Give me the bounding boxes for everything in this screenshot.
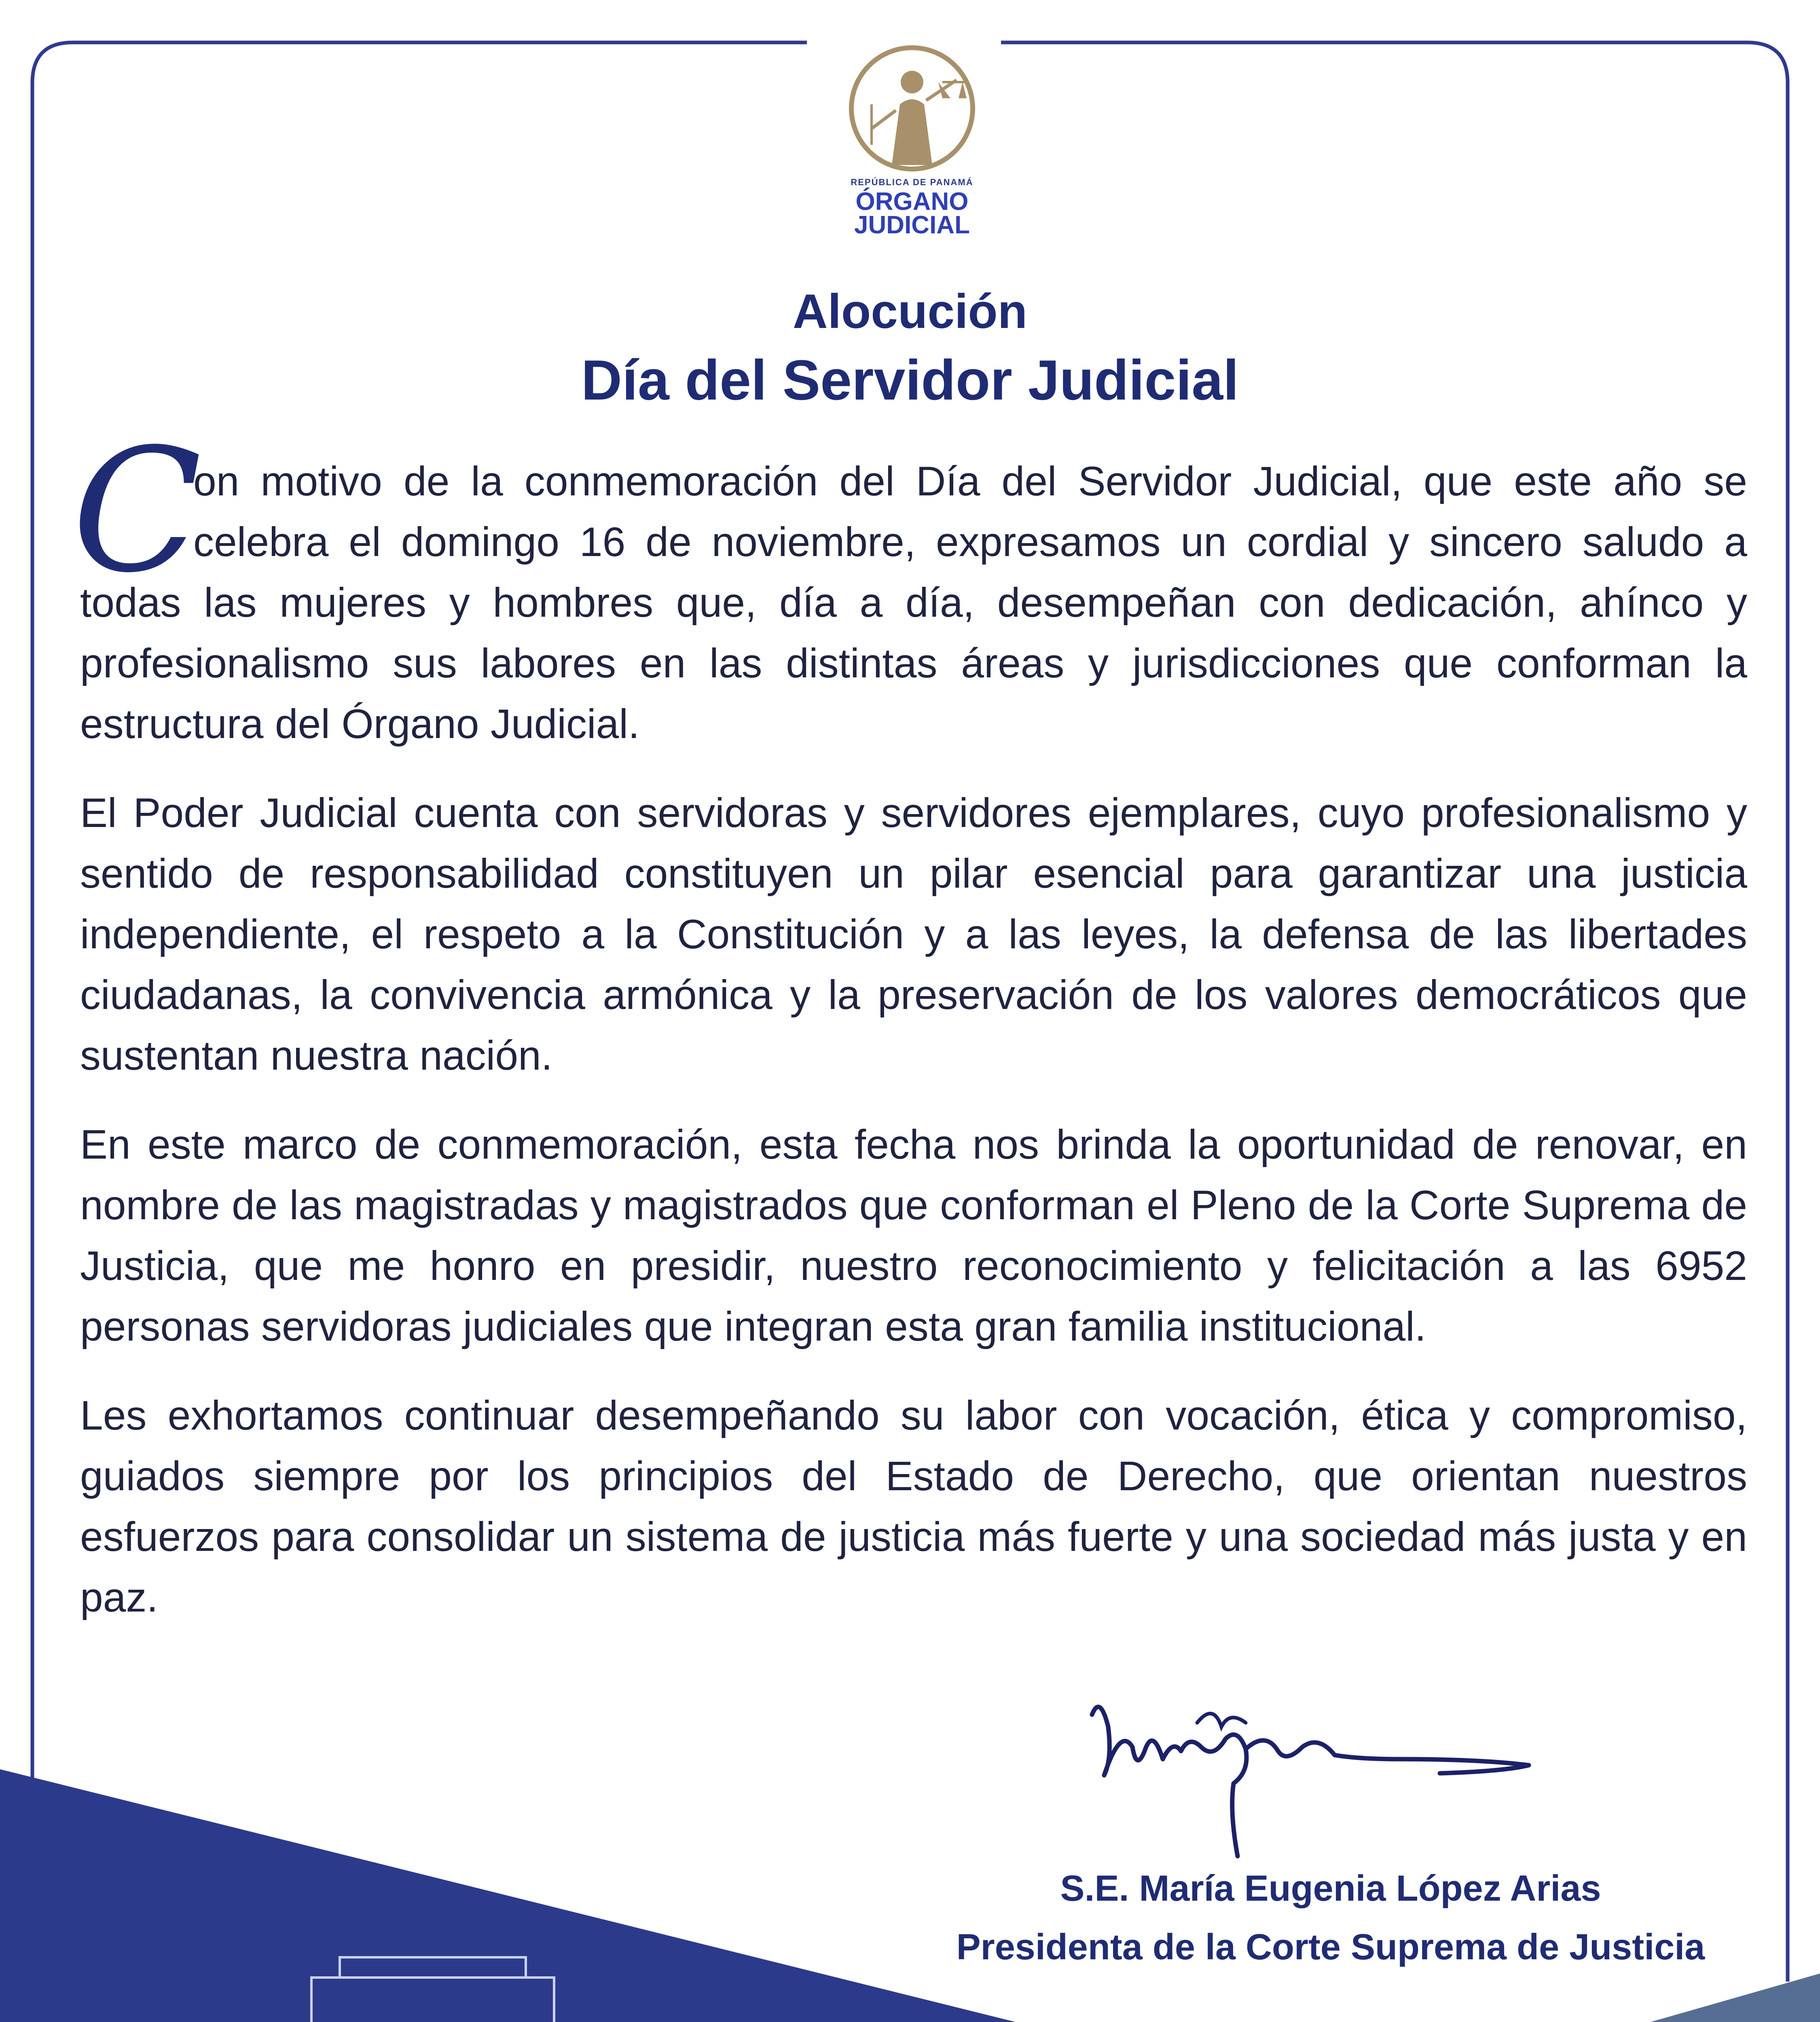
page-title: Alocución bbox=[792, 284, 1028, 338]
page-subtitle: Día del Servidor Judicial bbox=[581, 348, 1239, 412]
handwritten-signature bbox=[1076, 1678, 1541, 1868]
logo-republica-text: REPÚBLICA DE PANAMÁ bbox=[851, 177, 973, 187]
drop-cap: C bbox=[72, 412, 202, 610]
signer-role: Presidenta de la Corte Suprema de Justicia bbox=[956, 1927, 1705, 1967]
logo-organo-text: ÓRGANO bbox=[855, 188, 969, 216]
logo-judicial-text: JUDICIAL bbox=[854, 211, 970, 239]
court-building-illustration bbox=[61, 1953, 809, 2022]
paragraph-1-text: on motivo de la conmemoración del Día del Servidor Judicial, que este año se celebra el domingo 16 de noviembre, expresamos un cordial y sincero saludo a todas las mujeres y hombres que, día a día, desempeñan con dedicación, ahínco y profesionalismo sus labores en las distintas áreas y jurisdicciones que conforman la estructura del Órgano Judicial. bbox=[80, 458, 1747, 747]
paragraph-3: En este marco de conmemoración, esta fecha nos brinda la oportunidad de renovar, en nombre de las magistradas y magistrados que conforman el Pleno de la Corte Suprema de Justicia, que me honro en presidir, nuestro reconocimiento y felicitación a las 6952 personas servidoras judiciales que integran esta gran familia institucional. bbox=[80, 1121, 1747, 1349]
letter-body bbox=[72, 412, 1747, 1656]
organo-judicial-logo bbox=[831, 44, 993, 239]
lady-justice-icon bbox=[847, 44, 977, 173]
signer-name: S.E. María Eugenia López Arias bbox=[1060, 1868, 1601, 1909]
paragraph-2: El Poder Judicial cuenta con servidoras y servidores ejemplares, cuyo profesionalismo y sentido de responsabilidad constituyen un pilar esencial para garantizar una justicia independiente, el respeto a la Constitución y a las leyes, la defensa de las libertades ciudadanas, la convivencia armónica y la preservación de los valores democráticos que sustentan nuestra nación. bbox=[80, 790, 1747, 1079]
paragraph-4: Les exhortamos continuar desempeñando su labor con vocación, ética y compromiso, guiados siempre por los principios del Estado de Derecho, que orientan nuestros esfuerzos para consolidar un sistema de justicia más fuerte y una sociedad más justa y en paz. bbox=[80, 1392, 1747, 1620]
paragraph-1 bbox=[72, 412, 1747, 754]
